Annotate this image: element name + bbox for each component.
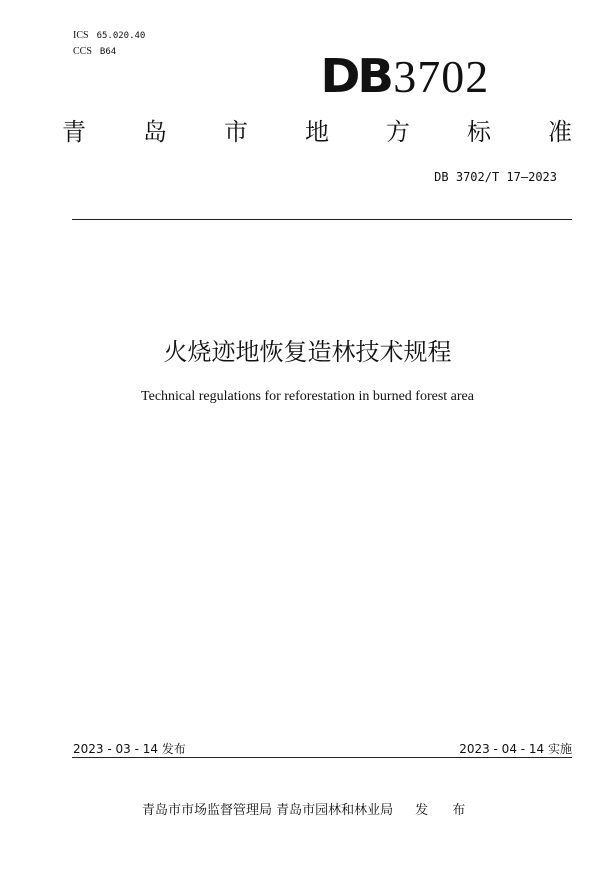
ics-label: ICS bbox=[73, 30, 89, 41]
standard-number: DB 3702/T 17—2023 bbox=[434, 170, 557, 184]
standard-title-char: 青 bbox=[62, 118, 86, 146]
standard-title-char: 市 bbox=[224, 118, 248, 146]
standard-title-char: 方 bbox=[386, 118, 410, 146]
issuing-authority bbox=[142, 799, 475, 818]
publish-label: 发 布 bbox=[415, 803, 476, 818]
issue-date: 2023 - 03 - 14 发布 bbox=[73, 742, 186, 756]
document-title-cn: 火烧迹地恢复造林技术规程 bbox=[163, 338, 452, 366]
standard-title-char: 岛 bbox=[143, 118, 167, 146]
implement-date: 2023 - 04 - 14 实施 bbox=[459, 742, 572, 756]
ics-line bbox=[73, 30, 145, 42]
header-divider bbox=[72, 219, 572, 220]
footer-divider bbox=[72, 757, 572, 758]
standard-title-char: 地 bbox=[305, 118, 329, 146]
logo-db-text: DB bbox=[320, 49, 391, 103]
standard-type-title bbox=[62, 117, 572, 147]
ccs-code: B64 bbox=[99, 47, 117, 57]
standard-title-char: 标 bbox=[467, 118, 491, 146]
ics-code: 65.020.40 bbox=[96, 31, 146, 41]
issuer-names: 青岛市市场监督管理局 青岛市园林和林业局 bbox=[142, 803, 394, 818]
ccs-line bbox=[73, 46, 116, 58]
ccs-label: CCS bbox=[73, 46, 92, 57]
logo-region-code: 3702 bbox=[393, 51, 490, 102]
db-logo bbox=[320, 49, 490, 103]
document-title-en: Technical regulations for reforestation in burned forest area bbox=[141, 389, 474, 404]
standard-title-char: 准 bbox=[548, 118, 572, 146]
